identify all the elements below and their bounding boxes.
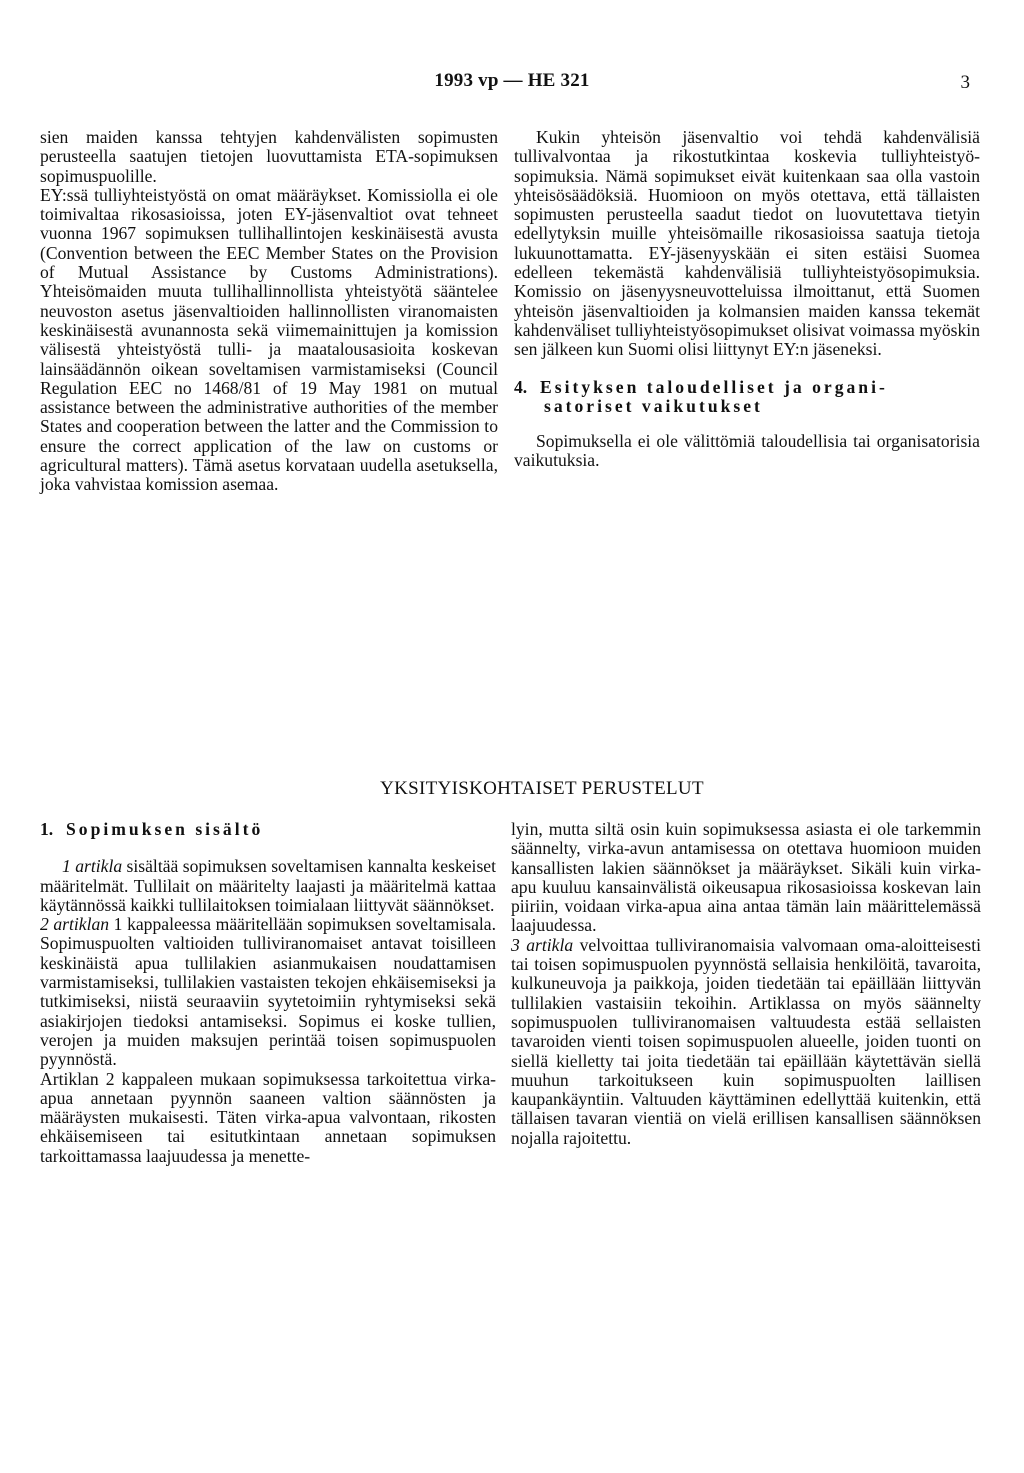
paragraph [511, 936, 981, 1148]
paragraph [40, 915, 496, 1069]
spacer [40, 839, 496, 857]
paragraph: EY:ssä tulliyhteistyöstä on omat määräykset. Komissiolla ei ole toimivaltaa rikosasioissa, joten EY-jäsenvaltiot ovat tehneet vuonna 1967 sopimuksen tullihallintojen keskinäisestä avusta (Convention between the EEC Member States on the Provision of Mutual Assistance by Customs Administrations). Yhteisömaiden muuta tullihallinnollista yhteistyötä sääntelee neuvoston asetus jäsenvaltioiden hallinnollisten viranomaisten keskinäisestä avunannosta sekä viimemainittujen ja komission välisestä yhteistyöstä tulli- ja maatalousasioita koskevan lainsäädännön oikean soveltamisen varmistamiseksi (Council Regulation EEC no 1468/81 of 19 May 1981 on mutual assistance between the administrative authorities of the member States and cooperation between the latter and the Commission to ensure the correct application of the law on customs or agricultural matters). Tämä asetus korvataan uudella asetuksella, joka vahvistaa komission asemaa. [40, 184, 498, 495]
section-title: Sopimuksen sisältö [66, 819, 264, 839]
part-title-text: YKSITYISKOHTAISET PERUSTELUT [380, 778, 704, 799]
spacer [514, 360, 980, 378]
top-left-column [40, 128, 498, 495]
paragraph [40, 857, 496, 915]
paragraph: Kukin yhteisön jäsenvaltio voi tehdä kahdenvälisiä tullivalvontaa ja rikostutkintaa koskevia tulliyhteistyö-sopimuksia. Nämä sopimukset eivät kuitenkaan saa olla vastoin yhteisösäädöksiä. Huomioon on myös otettava, että tällaisten sopimusten perusteella saadut tiedot on luovutettava tietyin edellytyksin muille yhteisömaille rikosasioissa saatuja tietoja lukuunottamatta. EY-jäsenyyskään ei siten estäisi Suomea edelleen tekemästä kahdenvälisiä tulliyhteistyösopimuksia. Komissio on jäsenyysneuvotteluissa ilmoittanut, että Suomen yhteisön jäsenvaltioiden ja kolmansien maiden kanssa tekemät kahdenväliset tulliyhteistyösopimukset olisivat voimassa myöskin sen jälkeen kun Suomi olisi liittynyt EY:n jäseneksi. [514, 127, 980, 360]
section-heading [40, 820, 496, 839]
paragraph: Sopimuksella ei ole välittömiä taloudellisia tai organisatorisia vaikutuksia. [514, 431, 980, 471]
paragraph-text: velvoittaa tulliviranomaisia valvomaan oma-aloitteisesti tai toisen sopimuspuolen pyynnöstä sellaisia henkilöitä, tavaroita, kulkuneuvoja ja paikkoja, joiden tiedetään tai epäillään liittyvän tullilakien vastaisiin tekoihin. Artiklassa on myös säännelty sopimuspuolen tulliviranomaisen valtuudesta estää sellaisten tavaroiden vienti toisen sopimuspuolen alueelle, joiden tuonti on siellä kielletty tai joita tiedetään tai epäillään käytettävän siellä muuhun tarkoitukseen kuin sopimuspuolten laillisen kaupankäyntiin. Valtuuden käyttäminen edellyttää kuitenkin, että tällaisen tavaran vientiä on vielä erillisen kansallisen säännöksen nojalla rajoitettu. [511, 934, 981, 1148]
paragraph: lyin, mutta siltä osin kuin sopimuksessa asiasta ei ole tarkemmin säännelty, virka-avun antamisessa on otettava huomioon muiden kansallisten lakien säännökset ja määräykset. Sikäli kuin virka-apu kuuluu kansainvälistä oikeusapua rikosasioissa koskevan lain piiriin, voidaan virka-apua aina antaa tämän lain määrittelemässä laajuudessa. [511, 819, 981, 936]
paragraph: Artiklan 2 kappaleen mukaan sopimuksessa tarkoitettua virka-apua annetaan pyynnön saaneen valtion säännösten ja määräysten mukaisesti. Täten virka-apua valvontaan, rikosten ehkäisemiseen tai esitutkintaan annetaan sopimuksen tarkoittamassa laajuudessa ja menette- [40, 1068, 496, 1166]
bottom-right-column [511, 820, 981, 1148]
spacer [514, 416, 980, 432]
paragraph-text: sisältää sopimuksen soveltamisen kannalta keskeiset määritelmät. Tullilait on määritelty laajasti ja määritelmä kattaa käytännössä kaikki tullilaitoksen toimialaan liittyvät säännökset. [40, 856, 496, 915]
bottom-left-column [40, 820, 496, 1166]
article-reference: 1 artikla [62, 856, 123, 877]
running-head: 1993 vp — HE 321 [434, 70, 590, 91]
page-number: 3 [960, 72, 970, 93]
section-number: 4. [514, 376, 528, 397]
paragraph-text: 1 kappaleessa määritellään sopimuksen soveltamisala. Sopimuspuolten valtioiden tulliviranomaiset antavat toisilleen keskinäistä apua tullilakien asianmukaisen noudattamisen varmistamiseksi, tullilakien vastaisten tekojen ehkäisemiseksi ja tutkimiseksi, niistä seuraaviin syytetoimiin ryhtymiseksi sekä asiakirjojen tiedoksi antamiseksi. Sopimus ei koske tullien, verojen ja muiden maksujen perintää toisen sopimuspuolen pyynnöstä. [40, 914, 496, 1070]
page-header [0, 70, 1024, 100]
section-number: 1. [40, 819, 54, 839]
section-title-line2: satoriset vaikutukset [544, 395, 763, 416]
article-reference: 3 artikla [511, 934, 574, 955]
paragraph: sien maiden kanssa tehtyjen kahdenvälisten sopimusten perusteella saatujen tietojen luovuttamista ETA-sopimuksen sopimuspuolille. [40, 127, 498, 186]
section-heading [514, 378, 980, 417]
part-title [0, 778, 1024, 800]
top-right-column [514, 128, 980, 471]
section-title-line1: Esityksen taloudelliset ja organi- [540, 376, 888, 397]
article-reference: 2 artiklan [40, 914, 110, 935]
